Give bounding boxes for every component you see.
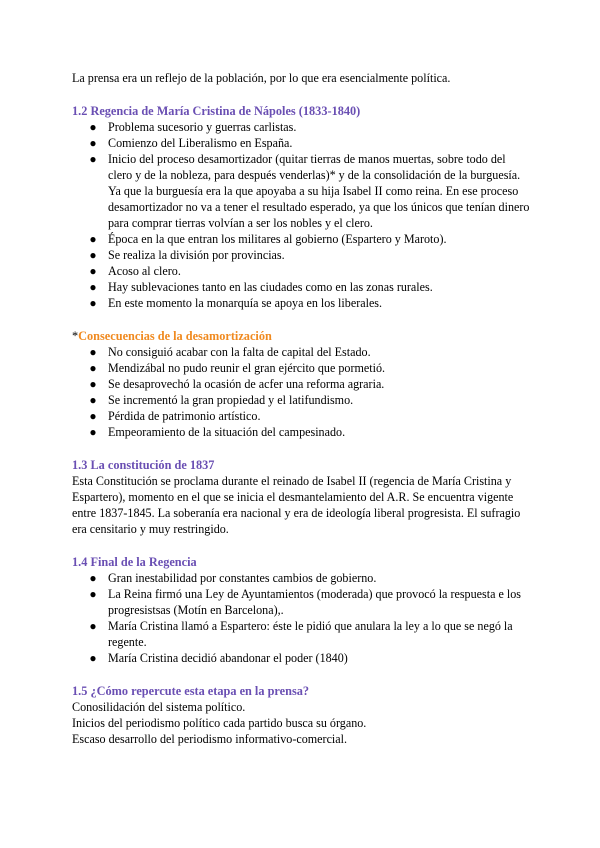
section-constitucion xyxy=(72,457,532,537)
bullet-icon: ● xyxy=(89,120,97,134)
footnote-star: * xyxy=(72,329,79,343)
list-item: ● Época en la que entran los militares al gobierno (Espartero y Maroto). xyxy=(89,232,447,246)
bullet-icon: ● xyxy=(89,571,97,585)
section-paragraph: Esta Constitución se proclama durante el reinado de Isabel II (regencia de María Cristina y Espartero), momento en el que se inicia el desmantelamiento del A.R. Se encuentra vigente entre 1837-1845. La soberanía era nacional y era de ideología liberal progresista. El sufragio era censitario y muy restringido. xyxy=(72,474,521,536)
list-item: ● María Cristina llamó a Espartero: éste le pidió que anulara la ley a lo que se negó la regente. xyxy=(89,619,513,649)
bullet-icon: ● xyxy=(89,136,97,150)
bullet-icon: ● xyxy=(89,425,97,439)
list-item: ● Hay sublevaciones tanto en las ciudades como en las zonas rurales. xyxy=(89,280,433,294)
list-item: ● Empeoramiento de la situación del campesinado. xyxy=(89,425,346,439)
bullet-icon: ● xyxy=(89,377,97,391)
section-consecuencias xyxy=(72,328,532,440)
bullet-icon: ● xyxy=(89,619,97,633)
bullet-icon: ● xyxy=(89,393,97,407)
bullet-list xyxy=(72,119,532,311)
section-heading: 1.3 La constitución de 1837 xyxy=(72,458,215,472)
section-prensa xyxy=(72,683,532,747)
list-item: ● Acoso al clero. xyxy=(89,264,181,278)
section-heading: 1.4 Final de la Regencia xyxy=(72,555,197,569)
list-item: ● La Reina firmó una Ley de Ayuntamientos (moderada) que provocó la respuesta e los progresistsas (Motín en Barcelona),. xyxy=(89,587,521,617)
text-line: Escaso desarrollo del periodismo informativo-comercial. xyxy=(72,732,348,746)
bullet-icon: ● xyxy=(89,345,97,359)
list-item: ● Pérdida de patrimonio artístico. xyxy=(89,409,261,423)
text-line: Conosilidación del sistema político. xyxy=(72,700,246,714)
bullet-icon: ● xyxy=(89,152,97,166)
bullet-icon: ● xyxy=(89,361,97,375)
bullet-list xyxy=(72,344,532,440)
section-heading: *Consecuencias de la desamortización xyxy=(72,329,272,343)
list-item: ● Mendizábal no pudo reunir el gran ejército que pormetió. xyxy=(89,361,386,375)
section-heading: 1.2 Regencia de María Cristina de Nápoles (1833-1840) xyxy=(72,104,361,118)
bullet-icon: ● xyxy=(89,296,97,310)
list-item: ● Problema sucesorio y guerras carlistas. xyxy=(89,120,297,134)
bullet-icon: ● xyxy=(89,248,97,262)
section-final-regencia xyxy=(72,554,532,666)
list-item: ● Se incrementó la gran propiedad y el latifundismo. xyxy=(89,393,354,407)
list-item: ● No consiguió acabar con la falta de capital del Estado. xyxy=(89,345,371,359)
list-item: ● Comienzo del Liberalismo en España. xyxy=(89,136,293,150)
section-heading: 1.5 ¿Cómo repercute esta etapa en la prensa? xyxy=(72,684,310,698)
bullet-icon: ● xyxy=(89,232,97,246)
list-item: ● Se desaprovechó la ocasión de acfer una reforma agraria. xyxy=(89,377,385,391)
intro-paragraph: La prensa era un reflejo de la población, por lo que era esencialmente política. xyxy=(72,71,451,85)
list-item: ● Se realiza la división por provincias. xyxy=(89,248,285,262)
bullet-icon: ● xyxy=(89,280,97,294)
list-item: ● Gran inestabilidad por constantes cambios de gobierno. xyxy=(89,571,377,585)
list-item: ● María Cristina decidió abandonar el poder (1840) xyxy=(89,651,348,665)
section-regencia xyxy=(72,103,532,311)
bullet-icon: ● xyxy=(89,264,97,278)
list-item: ● En este momento la monarquía se apoya en los liberales. xyxy=(89,296,383,310)
bullet-icon: ● xyxy=(89,409,97,423)
bullet-list xyxy=(72,570,532,666)
document-body xyxy=(72,70,532,764)
list-item: ● Inicio del proceso desamortizador (quitar tierras de manos muertas, sobre todo del clero y de la nobleza, para después venderlas)* y de la consolidación de la burguesía. Ya que la burguesía era la que apoyaba a su hija Isabel II como reina. En ese proceso desamortizador no va a tener el resultado esperado, ya que los únicos que tenían dinero para comprar tierras volvían a ser los nobles y el clero. xyxy=(89,152,530,230)
text-line: Inicios del periodismo político cada partido busca su órgano. xyxy=(72,716,367,730)
bullet-icon: ● xyxy=(89,651,97,665)
bullet-icon: ● xyxy=(89,587,97,601)
